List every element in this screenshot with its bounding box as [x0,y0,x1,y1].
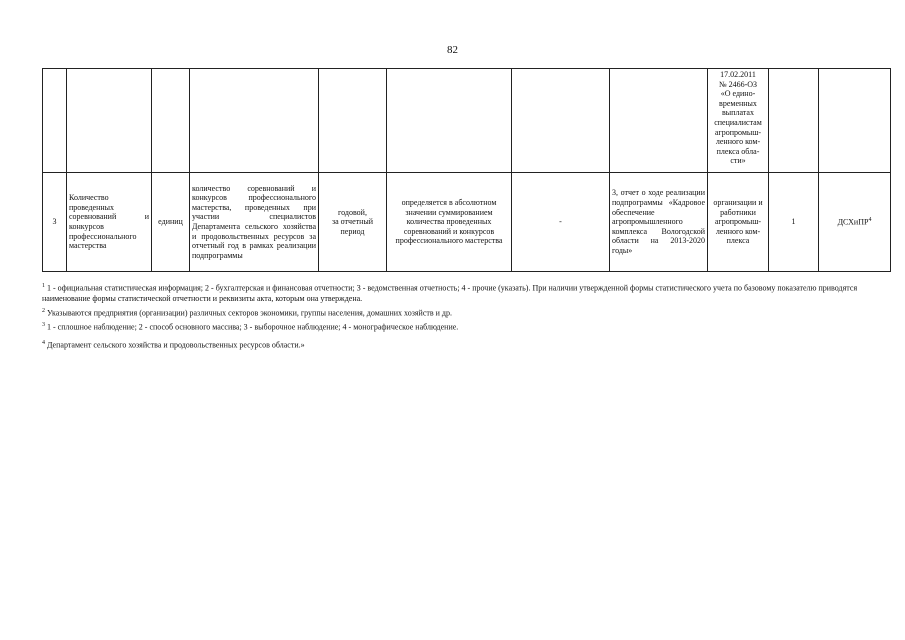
footnote [42,338,872,351]
footnote-mark: 1 [42,283,45,289]
table-cell [319,69,387,173]
footnote-mark: 4 [42,339,45,346]
observation-objects-cell: организации и работники агропромыш- ленного ком- плекса [708,173,769,272]
page-number: 82 [447,44,458,56]
table-cell [819,69,891,173]
table-cell [512,69,610,173]
table-cell [610,69,708,173]
indicator-name-cell: Количество проведенных соревнований и конкурсов профессионального мастерства [67,173,152,272]
footnote-text: 1 - официальная статистическая информация; 2 - бухгалтерская и финансовая отчетности; 3 - ведомственная отчетность; 4 - прочие (указать). При наличии утвержденной формы статистического учета по базовому показателю приводятся наименование формы статистической отчетности и реквизиты акта, которым она утверждена. [42,283,858,304]
table-cell [190,69,319,173]
act-reference-cell: 17.02.2011 № 2466-ОЗ «О едино- временных выплатах специалистам агропромыш- ленного ком- плекса обла- сти» [708,69,769,173]
table-cell [769,69,819,173]
footnote-text: 1 - сплошное наблюдение; 2 - способ основного массива; 3 - выборочное наблюдение; 4 - монографическое наблюдение. [47,322,459,332]
observation-method-cell: 1 [769,173,819,272]
table-row [43,69,891,173]
calculation-method-cell: определяется в абсолютном значении суммированием количества проведенных соревнований и конкурсов профессионального мастерства [387,173,512,272]
table-cell [67,69,152,173]
period-cell: годовой, за отчетный период [319,173,387,272]
table-row [43,173,891,272]
footnotes [42,281,872,352]
footnote [42,320,872,333]
table-cell [387,69,512,173]
footnote-mark: 2 [42,307,45,314]
footnote-mark: 3 [42,321,45,328]
data-source-cell: 3, отчет о ходе реализации подпрограммы «Кадровое обеспечение агропромышленного комплекса Вологодской области на 2013-2020 годы» [610,173,708,272]
row-index-cell: 3 [43,173,67,272]
footnote-text: Указываются предприятия (организации) различных секторов экономики, группы населения, домашних хозяйств и др. [47,308,452,318]
footnote [42,306,872,319]
footnote-text: Департамент сельского хозяйства и продовольственных ресурсов области.» [47,340,305,350]
basic-indicators-cell: - [512,173,610,272]
unit-cell: единиц [152,173,190,272]
responsible-text: ДСХиПР [837,218,869,228]
indicators-table [42,68,891,272]
footnote-mark: 4 [868,217,872,224]
table-cell [43,69,67,173]
definition-cell: количество соревнований и конкурсов профессионального мастерства, проведенных при участии специалистов Департамента сельского хозяйства и продовольственных ресурсов за отчетный год в рамках реализации подпрограммы [190,173,319,272]
table-cell [152,69,190,173]
responsible-cell [819,173,891,272]
footnote [42,281,872,305]
